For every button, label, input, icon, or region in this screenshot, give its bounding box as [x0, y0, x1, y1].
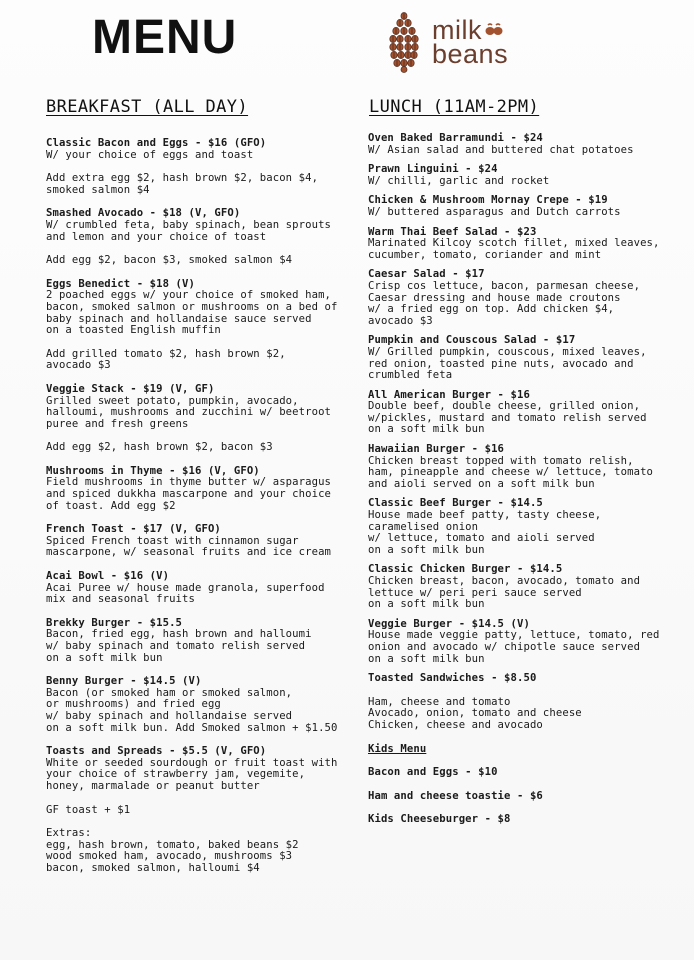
menu-item-description: halloumi, mushrooms and zucchini w/ beetroot — [46, 406, 332, 419]
menu-item-description: and aioli served on a soft milk bun — [368, 477, 595, 490]
menu-item — [368, 335, 668, 381]
breakfast-column — [46, 138, 346, 887]
menu-item-description: on a soft milk bun — [368, 598, 485, 611]
menu-item — [368, 227, 668, 262]
menu-item — [46, 828, 346, 874]
menu-item-title: Classic Beef Burger - $14.5 — [368, 497, 543, 510]
menu-item-description: Extras: — [46, 827, 92, 840]
menu-item — [46, 279, 346, 337]
sandwich-option: Chicken, cheese and avocado — [368, 718, 543, 731]
lunch-heading: LUNCH (11AM-2PM) — [369, 97, 540, 117]
menu-item-title: Caesar Salad - $17 — [368, 268, 485, 281]
menu-item-description: cucumber, tomato, coriander and mint — [368, 248, 602, 261]
menu-item — [368, 164, 668, 187]
menu-item-description: W/ chilli, garlic and rocket — [368, 174, 550, 187]
menu-item-description: Marinated Kilcoy scotch fillet, mixed leaves, — [368, 237, 660, 250]
menu-item-description: caramelised onion — [368, 520, 479, 533]
sandwich-option: Avocado, onion, tomato and cheese — [368, 707, 582, 720]
menu-item-title: French Toast - $17 (V, GFO) — [46, 523, 221, 536]
menu-item-description: lettuce w/ peri peri sauce served — [368, 586, 582, 599]
spacer — [46, 337, 346, 349]
menu-item-description: Grilled sweet potato, pumpkin, avocado, — [46, 394, 299, 407]
menu-item — [46, 571, 346, 606]
menu-item-description: Caesar dressing and house made croutons — [368, 291, 621, 304]
menu-item — [46, 524, 346, 559]
menu-item-description: mix and seasonal fruits — [46, 593, 195, 606]
menu-item-description: bacon, smoked salmon or mushrooms on a bed of — [46, 300, 338, 313]
menu-item-description: mascarpone, w/ seasonal fruits and ice cream — [46, 546, 332, 559]
menu-item-title: Classic Bacon and Eggs - $16 (GFO) — [46, 137, 267, 149]
menu-item-description: puree and fresh greens — [46, 417, 189, 430]
logo-word-beans: beans — [432, 39, 509, 69]
menu-item-title: Chicken & Mushroom Mornay Crepe - $19 — [368, 194, 608, 207]
menu-item — [46, 384, 346, 430]
menu-item-title: Oven Baked Barramundi - $24 — [368, 132, 543, 144]
menu-item-description: or mushrooms) and fried egg — [46, 698, 221, 711]
menu-item-description: onion and avocado w/ chipotle sauce served — [368, 640, 641, 653]
menu-item-description: GF toast + $1 — [46, 803, 131, 816]
menu-item — [46, 466, 346, 512]
menu-item-title: Hawaiian Burger - $16 — [368, 443, 505, 456]
menu-item-title: Veggie Stack - $19 (V, GF) — [46, 382, 215, 395]
spacer — [46, 267, 346, 279]
menu-item-description: honey, marmalade or peanut butter — [46, 779, 260, 792]
menu-item-title: Benny Burger - $14.5 (V) — [46, 675, 202, 688]
menu-item-description: and spiced dukkha mascarpone and your choice — [46, 488, 332, 501]
kids-menu-item: Bacon and Eggs - $10 — [368, 766, 498, 779]
menu-item-description: 2 poached eggs w/ your choice of smoked ham, — [46, 289, 332, 302]
menu-item-description: Spiced French toast with cinnamon sugar — [46, 534, 299, 547]
menu-item-description: Add egg $2, bacon $3, smoked salmon $4 — [46, 254, 293, 267]
sandwich-option: Ham, cheese and tomato — [368, 695, 511, 708]
menu-item — [46, 676, 346, 734]
menu-item-description: bacon, smoked salmon, halloumi $4 — [46, 861, 260, 874]
menu-item-description: Double beef, double cheese, grilled onion, — [368, 400, 641, 413]
menu-item-description: w/ lettuce, tomato and aioli served — [368, 532, 595, 545]
toasted-sandwiches — [368, 673, 668, 685]
spacer — [46, 793, 346, 805]
menu-item-description: Bacon (or smoked ham or smoked salmon, — [46, 686, 293, 699]
menu-item-description: on a soft milk bun — [46, 651, 163, 664]
menu-item-description: w/pickles, mustard and tomato relish served — [368, 411, 647, 424]
menu-item-description: House made beef patty, tasty cheese, — [368, 509, 602, 522]
menu-item-title: Warm Thai Beef Salad - $23 — [368, 225, 537, 238]
menu-item-description: baby spinach and hollandaise sauce served — [46, 312, 312, 325]
milk-beans-logo — [386, 10, 546, 74]
menu-item-title: Prawn Linguini - $24 — [368, 163, 498, 176]
menu-item — [368, 444, 668, 490]
menu-item-description: of toast. Add egg $2 — [46, 499, 176, 512]
kids-menu-heading: Kids Menu — [368, 742, 427, 755]
menu-item-title: Classic Chicken Burger - $14.5 — [368, 563, 563, 576]
menu-item-description: ham, pineapple and cheese w/ lettuce, tomato — [368, 466, 654, 479]
menu-item — [46, 746, 346, 792]
menu-item — [46, 349, 346, 372]
menu-item-description: Crisp cos lettuce, bacon, parmesan cheese, — [368, 279, 641, 292]
menu-item-description: smoked salmon $4 — [46, 183, 150, 196]
menu-item-description: w/ baby spinach and tomato relish served — [46, 640, 306, 652]
spacer — [368, 826, 668, 838]
menu-item-description: Add grilled tomato $2, hash brown $2, — [46, 347, 286, 360]
menu-item-title: Mushrooms in Thyme - $16 (V, GFO) — [46, 464, 260, 477]
logo-word-milk: milk — [432, 15, 482, 45]
menu-item — [46, 442, 346, 454]
menu-item-description: red onion, toasted pine nuts, avocado and — [368, 357, 634, 370]
spacer — [46, 875, 346, 887]
menu-item — [368, 390, 668, 436]
menu-item-description: Field mushrooms in thyme butter w/ asparagus — [46, 476, 332, 489]
menu-item-title: Toasts and Spreads - $5.5 (V, GFO) — [46, 745, 267, 758]
menu-item-description: your choice of strawberry jam, vegemite, — [46, 768, 306, 781]
menu-item-description: W/ Grilled pumpkin, couscous, mixed leaves, — [368, 345, 647, 358]
menu-item-description: on a toasted English muffin — [46, 324, 221, 337]
menu-item-description: Add egg $2, hash brown $2, bacon $3 — [46, 441, 273, 454]
menu-item-description: crumbled feta — [368, 369, 453, 382]
menu-item-description: Acai Puree w/ house made granola, superfood — [46, 581, 325, 594]
menu-item-description: w/ a fried egg on top. Add chicken $4, — [368, 303, 615, 316]
menu-item — [46, 173, 346, 196]
menu-item-description: Chicken breast, bacon, avocado, tomato and — [368, 575, 641, 587]
menu-item-description: House made veggie patty, lettuce, tomato, red — [368, 629, 660, 642]
page-title: MENU — [92, 11, 238, 64]
kids-menu-item: Ham and cheese toastie - $6 — [368, 789, 543, 802]
menu-item-description: W/ your choice of eggs and toast — [46, 148, 254, 161]
menu-item-description: on a soft milk bun — [368, 543, 485, 556]
menu-item-description: on a soft milk bun. Add Smoked salmon + $1.50 — [46, 721, 338, 734]
spacer — [368, 685, 668, 697]
menu-item-description: wood smoked ham, avocado, mushrooms $3 — [46, 850, 293, 863]
menu-item-title: Brekky Burger - $15.5 — [46, 616, 183, 629]
menu-item-description: Bacon, fried egg, hash brown and halloumi — [46, 628, 312, 641]
spacer — [368, 732, 668, 744]
menu-item-description: avocado $3 — [368, 314, 433, 327]
menu-item — [46, 618, 346, 664]
menu-item — [46, 208, 346, 243]
menu-item-description: on a soft milk bun — [368, 423, 485, 436]
menu-item-title: Eggs Benedict - $18 (V) — [46, 277, 195, 290]
menu-item-description: and lemon and your choice of toast — [46, 230, 267, 243]
coffee-bean-stack-icon — [386, 11, 422, 73]
menu-item — [46, 255, 346, 267]
menu-item-title: All American Burger - $16 — [368, 388, 530, 401]
menu-item-description: on a soft milk bun — [368, 652, 485, 665]
menu-item — [46, 138, 346, 161]
menu-item-title: Toasted Sandwiches - $8.50 — [368, 672, 537, 685]
bean-heart-icon — [484, 23, 504, 37]
menu-item-title: Pumpkin and Couscous Salad - $17 — [368, 334, 576, 347]
menu-item — [368, 564, 668, 610]
menu-item — [368, 619, 668, 665]
spacer — [46, 606, 346, 618]
menu-item-description: White or seeded sourdough or fruit toast with — [46, 756, 338, 769]
menu-item-description: Chicken breast topped with tomato relish, — [368, 454, 634, 467]
menu-item-description: W/ buttered asparagus and Dutch carrots — [368, 205, 621, 218]
logo-wordmark — [432, 15, 509, 69]
menu-item-description: w/ baby spinach and hollandaise served — [46, 709, 293, 722]
menu-item-title: Veggie Burger - $14.5 (V) — [368, 617, 530, 630]
menu-item-description: W/ crumbled feta, baby spinach, bean sprouts — [46, 218, 332, 231]
menu-item-description: egg, hash brown, tomato, baked beans $2 — [46, 838, 299, 851]
menu-item-description: W/ Asian salad and buttered chat potatoes — [368, 143, 634, 156]
menu-item-description: Add extra egg $2, hash brown $2, bacon $4, — [46, 172, 319, 185]
menu-item — [46, 805, 346, 817]
menu-item — [368, 269, 668, 327]
menu-item-title: Acai Bowl - $16 (V) — [46, 570, 170, 583]
menu-item — [368, 498, 668, 556]
spacer — [46, 816, 346, 828]
menu-item-description: avocado $3 — [46, 359, 111, 372]
menu-item — [368, 195, 668, 218]
lunch-column — [368, 133, 668, 838]
spacer — [368, 779, 668, 791]
kids-menu-item: Kids Cheeseburger - $8 — [368, 813, 511, 826]
breakfast-heading: BREAKFAST (ALL DAY) — [46, 97, 249, 117]
menu-item — [368, 133, 668, 156]
menu-item-title: Smashed Avocado - $18 (V, GFO) — [46, 207, 241, 220]
